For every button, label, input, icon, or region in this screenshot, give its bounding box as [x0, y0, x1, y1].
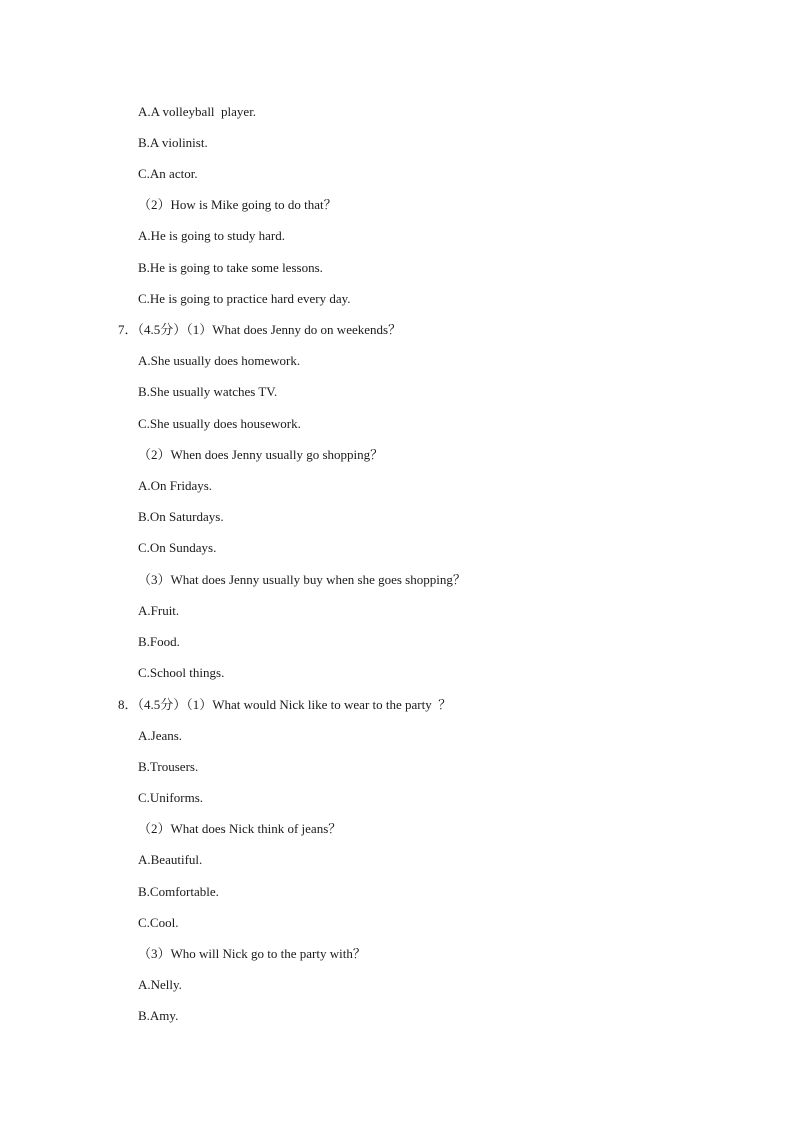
option-b: B.She usually watches TV. [138, 384, 278, 399]
option-c: C.On Sundays. [138, 540, 217, 555]
option-a: A.A volleyball player. [138, 104, 257, 119]
sub-question: （3）Who will Nick go to the party with？ [138, 946, 366, 961]
option-a: A.On Fridays. [138, 478, 213, 493]
question-7-header: 7．（4.5分）（1）What does Jenny do on weekends？ [118, 322, 402, 337]
option-b: B.He is going to take some lessons. [138, 260, 323, 275]
option-b: B.Amy. [138, 1008, 179, 1023]
option-a: A.Beautiful. [138, 852, 203, 867]
option-a: A.Jeans. [138, 728, 183, 743]
sub-question: （3）What does Jenny usually buy when she goes shopping？ [138, 572, 466, 587]
option-c: C.Cool. [138, 915, 179, 930]
option-a: A.Fruit. [138, 603, 180, 618]
option-b: B.A violinist. [138, 135, 208, 150]
option-a: A.Nelly. [138, 977, 182, 992]
option-a: A.She usually does homework. [138, 353, 301, 368]
option-a: A.He is going to study hard. [138, 228, 285, 243]
sub-question: （2）How is Mike going to do that？ [138, 197, 337, 212]
option-c: C.School things. [138, 665, 225, 680]
question-8-header: 8．（4.5分）（1）What would Nick like to wear to the party ？ [118, 697, 452, 712]
option-b: B.Comfortable. [138, 884, 219, 899]
option-c: C.He is going to practice hard every day. [138, 291, 351, 306]
sub-question: （2）What does Nick think of jeans？ [138, 821, 342, 836]
option-b: B.Trousers. [138, 759, 199, 774]
option-b: B.On Saturdays. [138, 509, 224, 524]
option-c: C.She usually does housework. [138, 416, 301, 431]
option-c: C.An actor. [138, 166, 198, 181]
option-c: C.Uniforms. [138, 790, 203, 805]
option-b: B.Food. [138, 634, 180, 649]
sub-question: （2）When does Jenny usually go shopping？ [138, 447, 384, 462]
